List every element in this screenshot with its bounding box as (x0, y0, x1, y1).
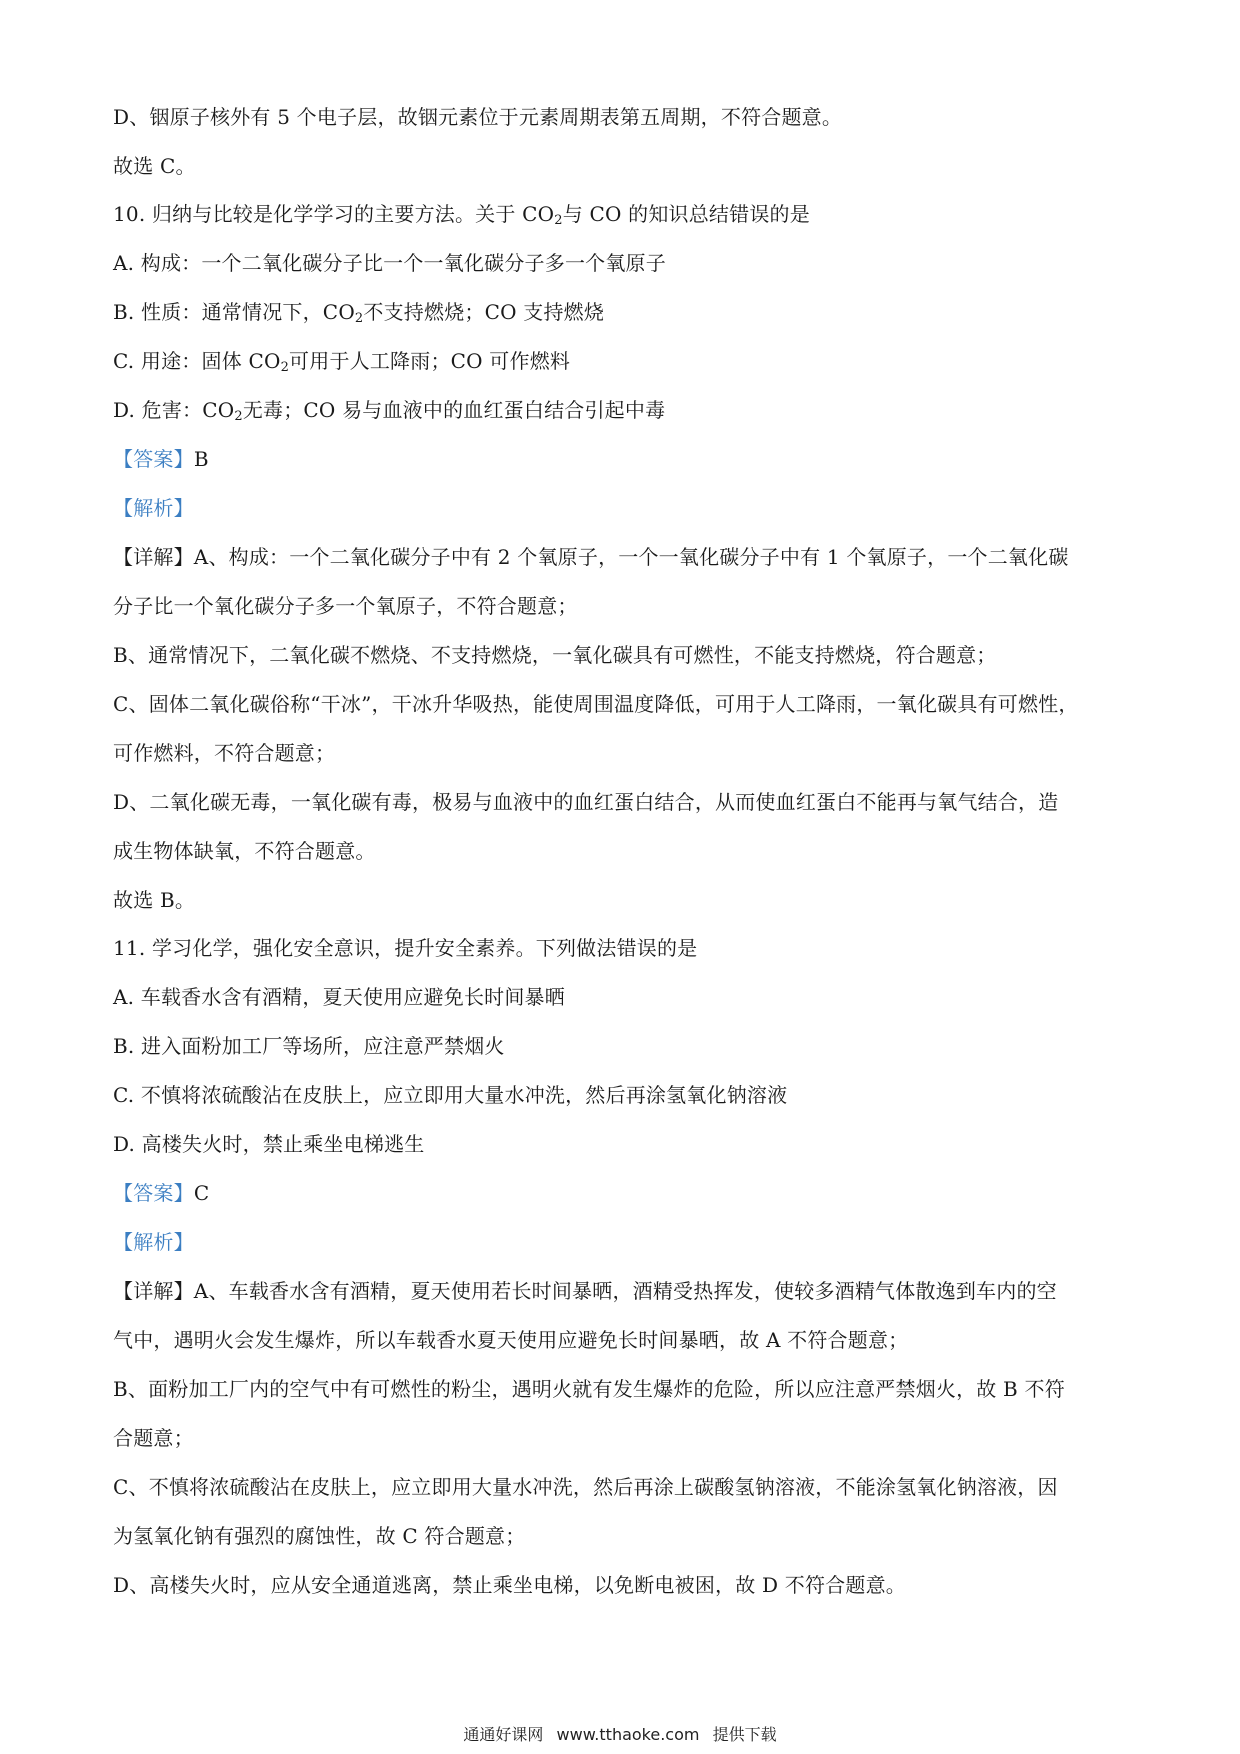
q11-detail-line: B、面粉加工厂内的空气中有可燃性的粉尘，遇明火就有发生爆炸的危险，所以应注意严禁烟火，故 B 不符 (113, 1377, 1065, 1401)
q10-stem: 10. 归纳与比较是化学学习的主要方法。关于 $CO_2$与 CO 的知识总结错误的是 (113, 202, 810, 228)
q11-option-a: A. 车载香水含有酒精，夏天使用应避免长时间暴晒 (113, 985, 565, 1009)
q11-detail-line: C、不慎将浓硫酸沾在皮肤上，应立即用大量水冲洗，然后再涂上碳酸氢钠溶液，不能涂氢氧化钠溶液，因 (113, 1475, 1058, 1499)
q10-detail-line: 分子比一个氧化碳分子多一个氧原子，不符合题意； (113, 594, 578, 618)
q11-detail-line: D、高楼失火时，应从安全通道逃离，禁止乘坐电梯，以免断电被困，故 D 不符合题意。 (113, 1573, 906, 1597)
q10-conclusion: 故选 B。 (113, 888, 196, 912)
prev-answer-line-d: D、铟原子核外有 5 个电子层，故铟元素位于元素周期表第五周期，不符合题意。 (113, 105, 843, 129)
page-footer (0, 1724, 1240, 1746)
q10-detail-line: 【详解】A、构成：一个二氧化碳分子中有 2 个氧原子，一个一氧化碳分子中有 1 个氧原子，一个二氧化碳 (113, 545, 1069, 569)
answer-tag: 【答案】 (113, 1181, 194, 1205)
q11-analysis-tag: 【解析】 (113, 1230, 194, 1254)
q10-detail-line: C、固体二氧化碳俗称“干冰”，干冰升华吸热，能使周围温度降低，可用于人工降雨，一氧化碳具有可燃性， (113, 692, 1079, 716)
q10-detail-line: 可作燃料，不符合题意； (113, 741, 336, 765)
q10-option-a: A. 构成：一个二氧化碳分子比一个一氧化碳分子多一个氧原子 (113, 251, 666, 275)
q10-detail-line: 成生物体缺氧，不符合题意。 (113, 839, 376, 863)
footer-note: 提供下载 (712, 1725, 777, 1744)
q11-stem: 11. 学习化学，强化安全意识，提升安全素养。下列做法错误的是 (113, 936, 698, 960)
footer-url[interactable]: www.tthaoke.com (556, 1725, 700, 1744)
q11-detail-line: 气中，遇明火会发生爆炸，所以车载香水夏天使用应避免长时间暴晒，故 A 不符合题意； (113, 1328, 909, 1352)
answer-tag: 【答案】 (113, 447, 194, 471)
q10-option-d: D. 危害：$CO_2$无毒；CO 易与血液中的血红蛋白结合引起中毒 (113, 398, 666, 424)
q10-option-c: C. 用途：固体 $CO_2$可用于人工降雨；CO 可作燃料 (113, 349, 571, 375)
q10-detail-line: B、通常情况下，二氧化碳不燃烧、不支持燃烧，一氧化碳具有可燃性，不能支持燃烧，符合题意； (113, 643, 997, 667)
q11-option-c: C. 不慎将浓硫酸沾在皮肤上，应立即用大量水冲洗，然后再涂氢氧化钠溶液 (113, 1083, 788, 1107)
prev-conclusion: 故选 C。 (113, 154, 196, 178)
q11-detail-line: 合题意； (113, 1426, 194, 1450)
q10-detail-line: D、二氧化碳无毒，一氧化碳有毒，极易与血液中的血红蛋白结合，从而使血红蛋白不能再与氧气结合，造 (113, 790, 1059, 814)
q10-option-b: B. 性质：通常情况下，$CO_2$不支持燃烧；CO 支持燃烧 (113, 300, 605, 326)
q11-detail-line: 为氢氧化钠有强烈的腐蚀性，故 C 符合题意； (113, 1524, 526, 1548)
q11-option-b: B. 进入面粉加工厂等场所，应注意严禁烟火 (113, 1034, 505, 1058)
q10-analysis-tag: 【解析】 (113, 496, 194, 520)
footer-site-name: 通通好课网 (463, 1725, 544, 1744)
q11-detail-line: 【详解】A、车载香水含有酒精，夏天使用若长时间暴晒，酒精受热挥发，使较多酒精气体散逸到车内的空 (113, 1279, 1057, 1303)
q10-answer: 【答案】B (113, 447, 209, 471)
q11-answer: 【答案】C (113, 1181, 210, 1205)
q11-option-d: D. 高楼失火时，禁止乘坐电梯逃生 (113, 1132, 425, 1156)
